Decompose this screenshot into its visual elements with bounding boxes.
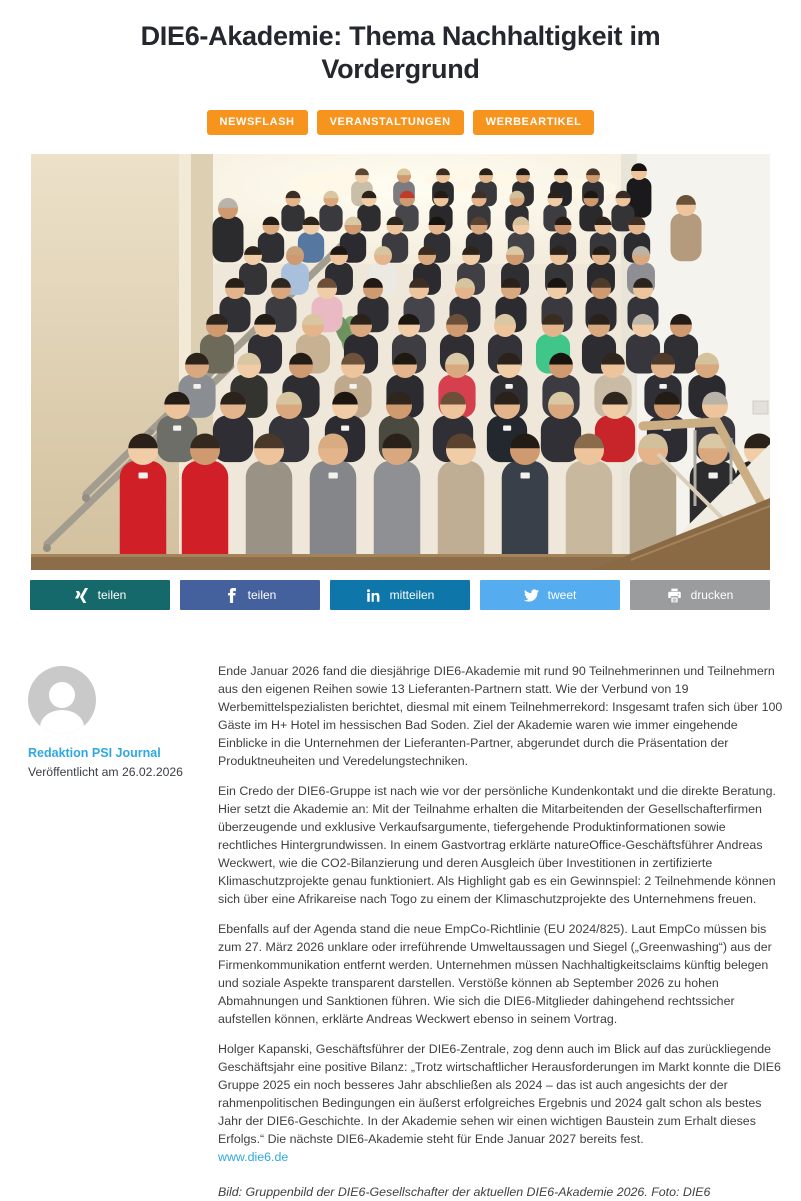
article-page bbox=[0, 20, 801, 1201]
author-column bbox=[28, 660, 218, 1201]
printer-icon bbox=[667, 588, 682, 603]
article-paragraph: Ein Credo der DIE6-Gruppe ist nach wie vor der persönliche Kundenkontakt und die direkte Beratung. Hier setzt die Akademie an: Mit der Teilnahme erhalten die Mitarbeitenden der Gesellschafterfirmen überzeugende und exklusive Verkaufsargumente, tiefergehende Produktinformationen sowie rechtliches Hintergrundwissen. In einem Gastvortrag erklärte natureOffice-Geschäftsführer Andreas Weckwert, wie die CO2-Bilanzierung und deren Ausgleich über Investitionen in zertifizierte Klimaschutzprojekte genau funktioniert. Als Highlight gab es ein Gewinnspiel: 2 Teilnehmende können sich über eine Afrikareise nach Togo zu einem der Klimaschutzprojekte des Unternehmens freuen. bbox=[218, 784, 776, 906]
group-photo-illustration bbox=[31, 154, 770, 570]
article-content bbox=[0, 660, 801, 1201]
article-paragraph: Ebenfalls auf der Agenda stand die neue EmpCo-Richtlinie (EU 2024/825). Laut EmpCo müssen bis zum 27. März 2026 unklare oder irreführende Umweltaussagen und Siegel („Greenwashing“) aus der Firmenkommunikation entfernt werden. Unternehmen müssen Nachhaltigkeitsclaims künftig belegen und soziale Aspekte transparent darstellen. Verstöße können ab September 2026 zu hohen Abmahnungen und Sanktionen führen. Wie sich die DIE6-Mitglieder dahingehend rechtssicher aufstellen können, erklärte Andreas Weckwert ebenso in seinem Vortrag. bbox=[218, 922, 772, 1026]
share-button-row bbox=[30, 580, 770, 610]
article-hero-photo bbox=[31, 154, 770, 570]
share-twitter-label: tweet bbox=[547, 588, 577, 602]
share-facebook-button[interactable] bbox=[180, 580, 320, 610]
print-label: drucken bbox=[690, 588, 734, 602]
photo-caption: Bild: Gruppenbild der DIE6-Gesellschafter der aktuellen DIE6-Akademie 2026. Foto: DIE6 bbox=[218, 1185, 711, 1199]
avatar bbox=[28, 666, 96, 734]
tag-row bbox=[0, 110, 801, 135]
share-facebook-label: teilen bbox=[247, 588, 277, 602]
linkedin-icon bbox=[366, 588, 381, 603]
avatar-person-icon bbox=[49, 682, 75, 708]
page-title: DIE6-Akademie: Thema Nachhaltigkeit im Vordergrund bbox=[140, 21, 661, 84]
share-xing-button[interactable] bbox=[30, 580, 170, 610]
article-paragraph: Holger Kapanski, Geschäftsführer der DIE6-Zentrale, zog denn auch im Blick auf das zurückliegende Geschäftsjahr eine positive Bilanz: „Trotz wirtschaftlicher Herausforderungen im Markt konnte die DIE6 Gruppe 2025 ein noch besseres Jahr abschließen als 2024 – das ist auch angesichts der der rahmenpolitischen Bedingungen ein äußerst erfolgreiches Ergebnis und 2024 galt schon als bestes Jahr der DIE6-Geschichte. In der Akademie sehen wir einen wichtigen Baustein zum Erhalt dieses Erfolgs.“ Die nächste DIE6-Akademie steht für Ende Januar 2027 bereits fest. bbox=[218, 1042, 781, 1146]
article-body bbox=[218, 660, 785, 1201]
die6-website-link[interactable]: www.die6.de bbox=[218, 1150, 289, 1164]
share-twitter-button[interactable] bbox=[480, 580, 620, 610]
tag-werbeartikel[interactable]: WERBEARTIKEL bbox=[473, 110, 595, 135]
share-xing-label: teilen bbox=[97, 588, 127, 602]
share-linkedin-label: mitteilen bbox=[389, 588, 435, 602]
article-paragraph: Ende Januar 2026 fand die diesjährige DIE6-Akademie mit rund 90 Teilnehmerinnen und Teilnehmern aus den eigenen Reihen sowie 13 Lieferanten-Partnern statt. Wie der Verbund von 19 Werbemittelspezialisten berichtet, diesmal mit einem Teilnehmerrekord: Insgesamt trafen sich über 100 Gäste im H+ Hotel im hessischen Bad Soden. Ziel der Akademie waren wie immer eingehende Einblicke in die Unternehmen der Lieferanten-Partner, abgerundet durch die Präsentation der Produktneuheiten und Veredelungstechniken. bbox=[218, 664, 783, 768]
xing-icon bbox=[74, 588, 89, 603]
facebook-icon bbox=[224, 588, 239, 603]
twitter-icon bbox=[524, 588, 539, 603]
publish-date: Veröffentlicht am 26.02.2026 bbox=[28, 765, 183, 779]
tag-veranstaltungen[interactable]: VERANSTALTUNGEN bbox=[317, 110, 464, 135]
tag-newsflash[interactable]: NEWSFLASH bbox=[207, 110, 308, 135]
author-name-link[interactable]: Redaktion PSI Journal bbox=[28, 746, 161, 760]
print-button[interactable] bbox=[630, 580, 770, 610]
share-linkedin-button[interactable] bbox=[330, 580, 470, 610]
